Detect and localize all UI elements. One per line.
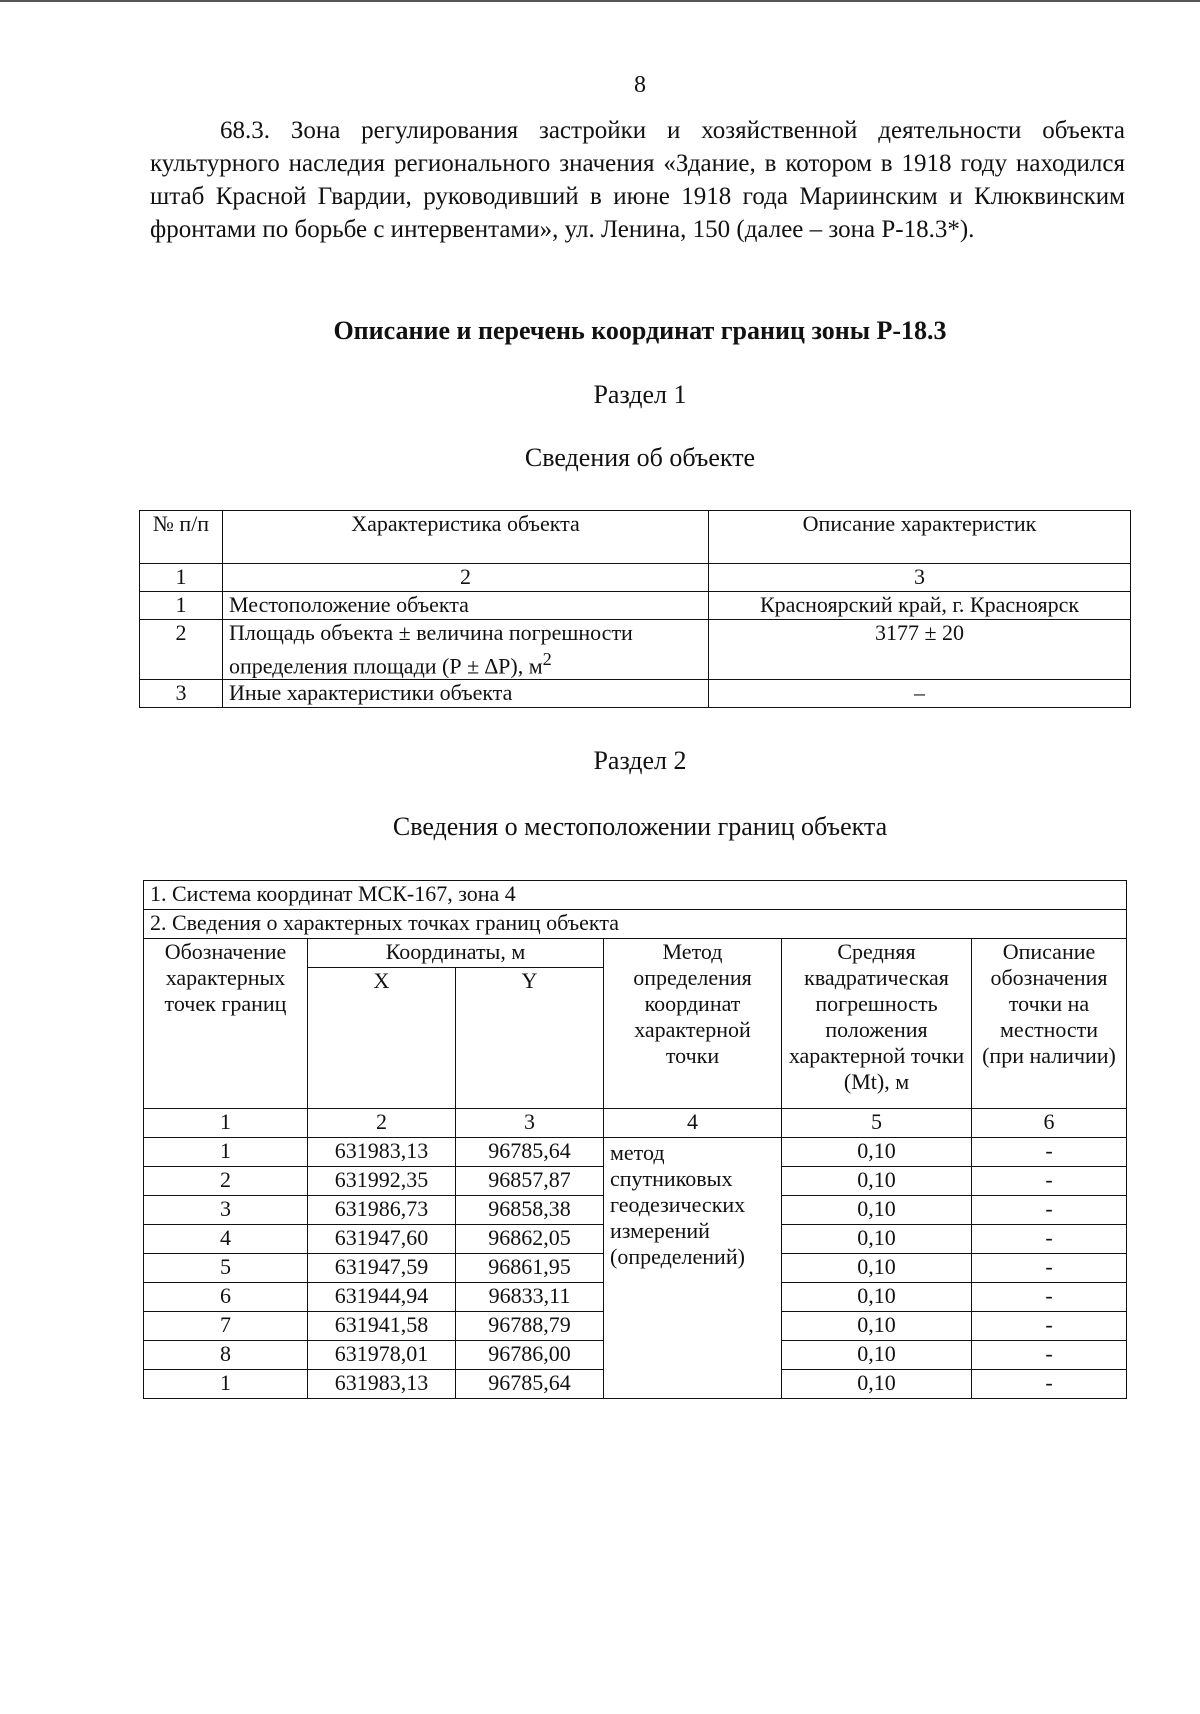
header-y: Y	[456, 968, 604, 1109]
point-error: 0,10	[782, 1225, 972, 1254]
col-number-3: 3	[709, 564, 1131, 592]
header-number: № п/п	[140, 511, 223, 564]
point-marking: -	[972, 1254, 1127, 1283]
row-characteristic	[223, 620, 709, 680]
col-number-2: 2	[223, 564, 709, 592]
document-title: Описание и перечень координат границ зоны Р-18.3	[333, 316, 947, 345]
point-y: 96858,38	[456, 1196, 604, 1225]
point-x: 631944,94	[308, 1283, 456, 1312]
point-x: 631983,13	[308, 1138, 456, 1167]
col-number-1: 1	[140, 564, 223, 592]
point-error: 0,10	[782, 1312, 972, 1341]
point-y: 96833,11	[456, 1283, 604, 1312]
point-marking: -	[972, 1312, 1127, 1341]
point-error: 0,10	[782, 1370, 972, 1399]
point-y: 96785,64	[456, 1138, 604, 1167]
point-marking: -	[972, 1196, 1127, 1225]
section1-heading: Сведения об объекте	[524, 443, 756, 472]
point-marking: -	[972, 1283, 1127, 1312]
header-error: Средняя квадратическая погрешность положения характерной точки (Mt), м	[782, 939, 972, 1109]
point-designation: 1	[144, 1138, 308, 1167]
column-number-row	[144, 1109, 1127, 1138]
point-error: 0,10	[782, 1254, 972, 1283]
point-designation: 7	[144, 1312, 308, 1341]
point-x: 631992,35	[308, 1167, 456, 1196]
intro-paragraph: 68.3. Зона регулирования застройки и хозяйственной деятельности объекта культурного наследия регионального значения «Здание, в котором в 1918 году находился штаб Красной Гвардии, руководивший в июне 1918 года Мариинским и Клюквинским фронтами по борьбе с интервентами», ул. Ленина, 150 (далее – зона Р-18.3*).	[150, 117, 1125, 243]
method-description: метод спутниковых геодезических измерений (определений)	[604, 1138, 782, 1399]
point-marking: -	[972, 1341, 1127, 1370]
point-designation: 5	[144, 1254, 308, 1283]
point-error: 0,10	[782, 1196, 972, 1225]
header-designation: Обозначение характерных точек границ	[144, 939, 308, 1109]
header-coordinates: Координаты, м	[308, 939, 604, 968]
table-row	[140, 680, 1131, 708]
table-row	[140, 620, 1131, 680]
point-x: 631947,60	[308, 1225, 456, 1254]
point-y: 96857,87	[456, 1167, 604, 1196]
header-description: Описание характеристик	[709, 511, 1131, 564]
point-x: 631983,13	[308, 1370, 456, 1399]
header-x: X	[308, 968, 456, 1109]
points-info: 2. Сведения о характерных точках границ объекта	[144, 910, 1127, 939]
point-y: 96786,00	[456, 1341, 604, 1370]
row-description: 3177 ± 20	[709, 620, 1131, 680]
point-marking: -	[972, 1167, 1127, 1196]
point-marking: -	[972, 1138, 1127, 1167]
row-number: 2	[140, 620, 223, 680]
point-y: 96862,05	[456, 1225, 604, 1254]
point-marking: -	[972, 1225, 1127, 1254]
header-method: Метод определения координат характерной точки	[604, 939, 782, 1109]
coordinate-system: 1. Система координат МСК-167, зона 4	[144, 881, 1127, 910]
scan-edge	[0, 0, 1200, 2]
row-description: –	[709, 680, 1131, 708]
point-error: 0,10	[782, 1283, 972, 1312]
point-error: 0,10	[782, 1341, 972, 1370]
area-unit-superscript: 2	[542, 649, 552, 669]
point-error: 0,10	[782, 1138, 972, 1167]
col-number-3: 3	[456, 1109, 604, 1138]
header-characteristic: Характеристика объекта	[223, 511, 709, 564]
header-marking: Описание обозначения точки на местности (при наличии)	[972, 939, 1127, 1109]
point-x: 631978,01	[308, 1341, 456, 1370]
point-marking: -	[972, 1370, 1127, 1399]
row-characteristic: Иные характеристики объекта	[223, 680, 709, 708]
point-error: 0,10	[782, 1167, 972, 1196]
object-info-table	[139, 510, 1131, 708]
col-number-6: 6	[972, 1109, 1127, 1138]
col-number-1: 1	[144, 1109, 308, 1138]
point-y: 96785,64	[456, 1370, 604, 1399]
coordinate-system-row	[144, 881, 1127, 910]
row-number: 3	[140, 680, 223, 708]
table-header-row	[144, 939, 1127, 968]
point-designation: 6	[144, 1283, 308, 1312]
table-row	[140, 592, 1131, 620]
section2-label: Раздел 2	[593, 746, 687, 775]
point-designation: 2	[144, 1167, 308, 1196]
row-characteristic: Местоположение объекта	[223, 592, 709, 620]
row-number: 1	[140, 592, 223, 620]
section1-label: Раздел 1	[593, 380, 687, 409]
point-designation: 4	[144, 1225, 308, 1254]
col-number-4: 4	[604, 1109, 782, 1138]
point-y: 96788,79	[456, 1312, 604, 1341]
row-description: Красноярский край, г. Красноярск	[709, 592, 1131, 620]
section2-heading: Сведения о местоположении границ объекта	[392, 812, 888, 841]
col-number-5: 5	[782, 1109, 972, 1138]
point-designation: 1	[144, 1370, 308, 1399]
point-x: 631941,58	[308, 1312, 456, 1341]
points-info-row	[144, 910, 1127, 939]
point-x: 631947,59	[308, 1254, 456, 1283]
area-characteristic-text: Площадь объекта ± величина погрешности определения площади (Р ± ∆Р), м	[229, 620, 633, 679]
table-row	[144, 1138, 1127, 1167]
point-y: 96861,95	[456, 1254, 604, 1283]
boundary-coordinates-table	[143, 880, 1127, 1399]
point-designation: 3	[144, 1196, 308, 1225]
column-number-row	[140, 564, 1131, 592]
col-number-2: 2	[308, 1109, 456, 1138]
page-number: 8	[634, 72, 646, 98]
point-x: 631986,73	[308, 1196, 456, 1225]
point-designation: 8	[144, 1341, 308, 1370]
table-header-row	[140, 511, 1131, 564]
